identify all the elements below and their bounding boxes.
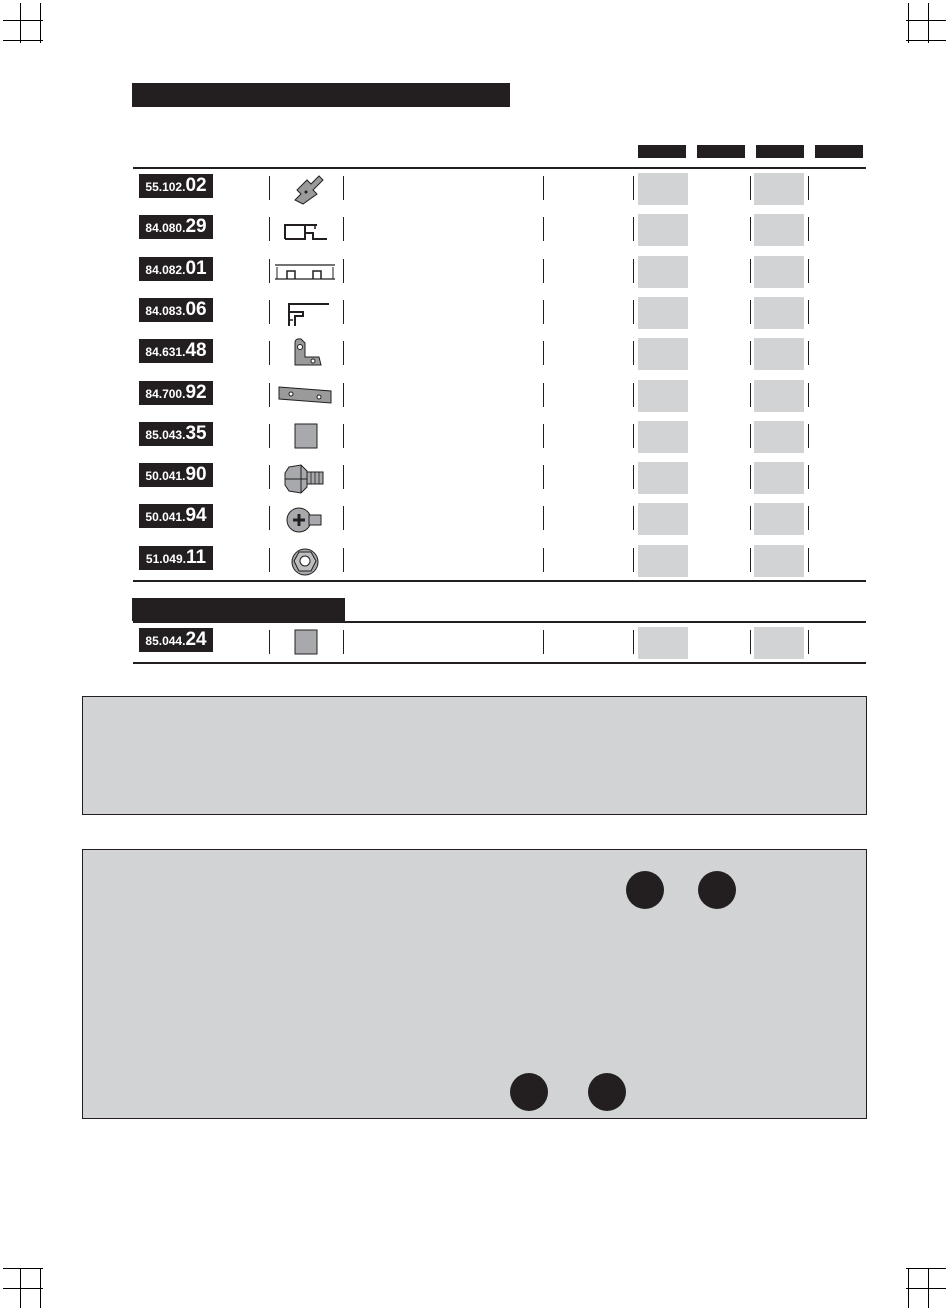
profile-section-icon <box>273 211 337 247</box>
column-separator <box>269 465 270 489</box>
column-separator <box>750 383 751 407</box>
column-separator <box>269 341 270 365</box>
quantity-cell <box>754 338 804 370</box>
part-number-suffix: 90 <box>185 464 207 486</box>
quantity-cell <box>638 421 688 453</box>
column-separator <box>343 548 344 572</box>
column-separator <box>343 630 344 654</box>
flat-plate-icon <box>273 377 337 413</box>
part-number-suffix: 11 <box>185 546 207 568</box>
column-separator <box>808 548 809 572</box>
quantity-cell <box>638 338 688 370</box>
quantity-cell <box>754 462 804 494</box>
part-number-badge <box>139 174 213 198</box>
part-number-badge <box>139 463 213 487</box>
part-number-suffix: 48 <box>185 340 207 362</box>
quantity-cell <box>638 380 688 412</box>
instruction-box <box>82 849 867 1119</box>
subsection-title-bar <box>132 598 345 621</box>
part-number-badge <box>139 298 213 322</box>
part-number-prefix: 50.041. <box>145 469 186 484</box>
quantity-cell <box>754 256 804 288</box>
column-separator <box>343 176 344 200</box>
column-separator <box>543 176 544 200</box>
marker-dot-1 <box>626 871 664 909</box>
column-separator <box>543 300 544 324</box>
column-header-4 <box>815 145 863 158</box>
column-separator <box>343 383 344 407</box>
column-separator <box>808 465 809 489</box>
column-header-3 <box>756 145 804 158</box>
table-row <box>133 622 866 662</box>
part-number-prefix: 51.049. <box>145 551 186 566</box>
column-separator <box>269 176 270 200</box>
column-separator <box>343 217 344 241</box>
part-number-badge <box>139 628 213 652</box>
table-row <box>133 416 866 456</box>
column-separator <box>633 548 634 572</box>
table-row <box>133 292 866 332</box>
column-separator <box>750 506 751 530</box>
quantity-cell <box>638 173 688 205</box>
corner-profile-icon <box>273 294 337 330</box>
quantity-cell <box>638 256 688 288</box>
hinge-bracket-icon <box>273 170 337 206</box>
quantity-cell <box>754 173 804 205</box>
column-separator <box>808 217 809 241</box>
part-number-suffix: 01 <box>185 257 207 279</box>
column-separator <box>633 300 634 324</box>
quantity-cell <box>638 545 688 577</box>
table-row <box>133 375 866 415</box>
part-number-badge <box>139 215 213 239</box>
part-number-suffix: 29 <box>185 216 207 238</box>
column-separator <box>269 383 270 407</box>
column-separator <box>633 259 634 283</box>
marker-dot-2 <box>698 871 736 909</box>
column-separator <box>750 176 751 200</box>
table-row <box>133 251 866 291</box>
column-separator <box>543 506 544 530</box>
column-separator <box>269 630 270 654</box>
part-number-prefix: 85.043. <box>145 427 186 442</box>
part-number-prefix: 55.102. <box>145 180 186 194</box>
part-number-suffix: 06 <box>185 298 207 320</box>
quantity-cell <box>754 380 804 412</box>
part-number-prefix: 84.631. <box>145 345 186 360</box>
part-number-prefix: 85.044. <box>145 634 186 648</box>
quantity-cell <box>638 627 688 659</box>
column-separator <box>269 217 270 241</box>
part-number-prefix: 84.082. <box>145 262 186 277</box>
table-bottom-rule <box>133 580 866 582</box>
column-separator <box>343 424 344 448</box>
column-separator <box>808 383 809 407</box>
rail-profile-icon <box>273 253 337 289</box>
part-number-suffix: 35 <box>185 422 207 444</box>
column-separator <box>633 383 634 407</box>
column-separator <box>750 424 751 448</box>
column-separator <box>543 630 544 654</box>
part-number-badge <box>139 381 213 405</box>
part-number-badge <box>139 339 213 363</box>
quantity-cell <box>754 214 804 246</box>
column-separator <box>343 465 344 489</box>
part-number-prefix: 84.700. <box>145 386 186 401</box>
part-number-badge <box>139 257 213 281</box>
column-separator <box>633 217 634 241</box>
part-number-suffix: 24 <box>185 629 207 650</box>
column-separator <box>543 217 544 241</box>
part-number-badge <box>139 546 213 570</box>
column-separator <box>808 341 809 365</box>
column-separator <box>269 548 270 572</box>
subsection-bottom-rule <box>133 662 866 664</box>
angle-bracket-icon <box>273 335 337 371</box>
section-title-bar <box>132 83 510 107</box>
column-separator <box>808 506 809 530</box>
column-separator <box>543 465 544 489</box>
quantity-cell <box>638 462 688 494</box>
part-number-prefix: 84.080. <box>145 221 186 236</box>
table-row <box>133 209 866 249</box>
column-separator <box>750 217 751 241</box>
column-separator <box>750 465 751 489</box>
column-separator <box>343 259 344 283</box>
column-separator <box>633 506 634 530</box>
quantity-cell <box>638 503 688 535</box>
quantity-cell <box>754 297 804 329</box>
marker-dot-4 <box>588 1073 626 1111</box>
part-number-suffix: 94 <box>185 505 207 527</box>
part-number-prefix: 84.083. <box>145 303 186 318</box>
table-row <box>133 498 866 538</box>
hex-bolt-icon <box>273 459 337 495</box>
column-separator <box>543 259 544 283</box>
quantity-cell <box>638 297 688 329</box>
table-row <box>133 168 866 208</box>
column-separator <box>269 259 270 283</box>
note-box <box>82 696 867 815</box>
column-separator <box>269 424 270 448</box>
column-separator <box>750 630 751 654</box>
column-separator <box>343 341 344 365</box>
flange-nut-icon <box>273 542 337 578</box>
quantity-cell <box>754 545 804 577</box>
column-separator <box>750 259 751 283</box>
column-separator <box>543 383 544 407</box>
column-separator <box>633 341 634 365</box>
column-separator <box>808 176 809 200</box>
table-row <box>133 457 866 497</box>
column-header-1 <box>638 145 686 158</box>
part-number-badge <box>139 422 213 446</box>
column-separator <box>269 300 270 324</box>
column-separator <box>750 341 751 365</box>
square-pad-icon <box>273 624 337 660</box>
table-row <box>133 540 866 580</box>
column-header-2 <box>697 145 745 158</box>
column-separator <box>808 424 809 448</box>
column-separator <box>633 176 634 200</box>
quantity-cell <box>754 627 804 659</box>
quantity-cell <box>638 214 688 246</box>
column-separator <box>750 548 751 572</box>
column-separator <box>269 506 270 530</box>
part-number-badge <box>139 504 213 528</box>
column-separator <box>343 300 344 324</box>
column-separator <box>343 506 344 530</box>
phillips-screw-icon <box>273 500 337 536</box>
column-separator <box>633 630 634 654</box>
table-row <box>133 333 866 373</box>
part-number-suffix: 02 <box>185 175 207 196</box>
part-number-prefix: 50.041. <box>145 510 186 525</box>
square-pad-icon <box>273 418 337 454</box>
quantity-cell <box>754 421 804 453</box>
marker-dot-3 <box>510 1073 548 1111</box>
column-separator <box>543 424 544 448</box>
column-separator <box>543 548 544 572</box>
column-separator <box>750 300 751 324</box>
column-separator <box>633 465 634 489</box>
column-separator <box>543 341 544 365</box>
column-separator <box>808 630 809 654</box>
column-separator <box>808 300 809 324</box>
column-separator <box>808 259 809 283</box>
part-number-suffix: 92 <box>185 381 207 403</box>
column-separator <box>633 424 634 448</box>
quantity-cell <box>754 503 804 535</box>
